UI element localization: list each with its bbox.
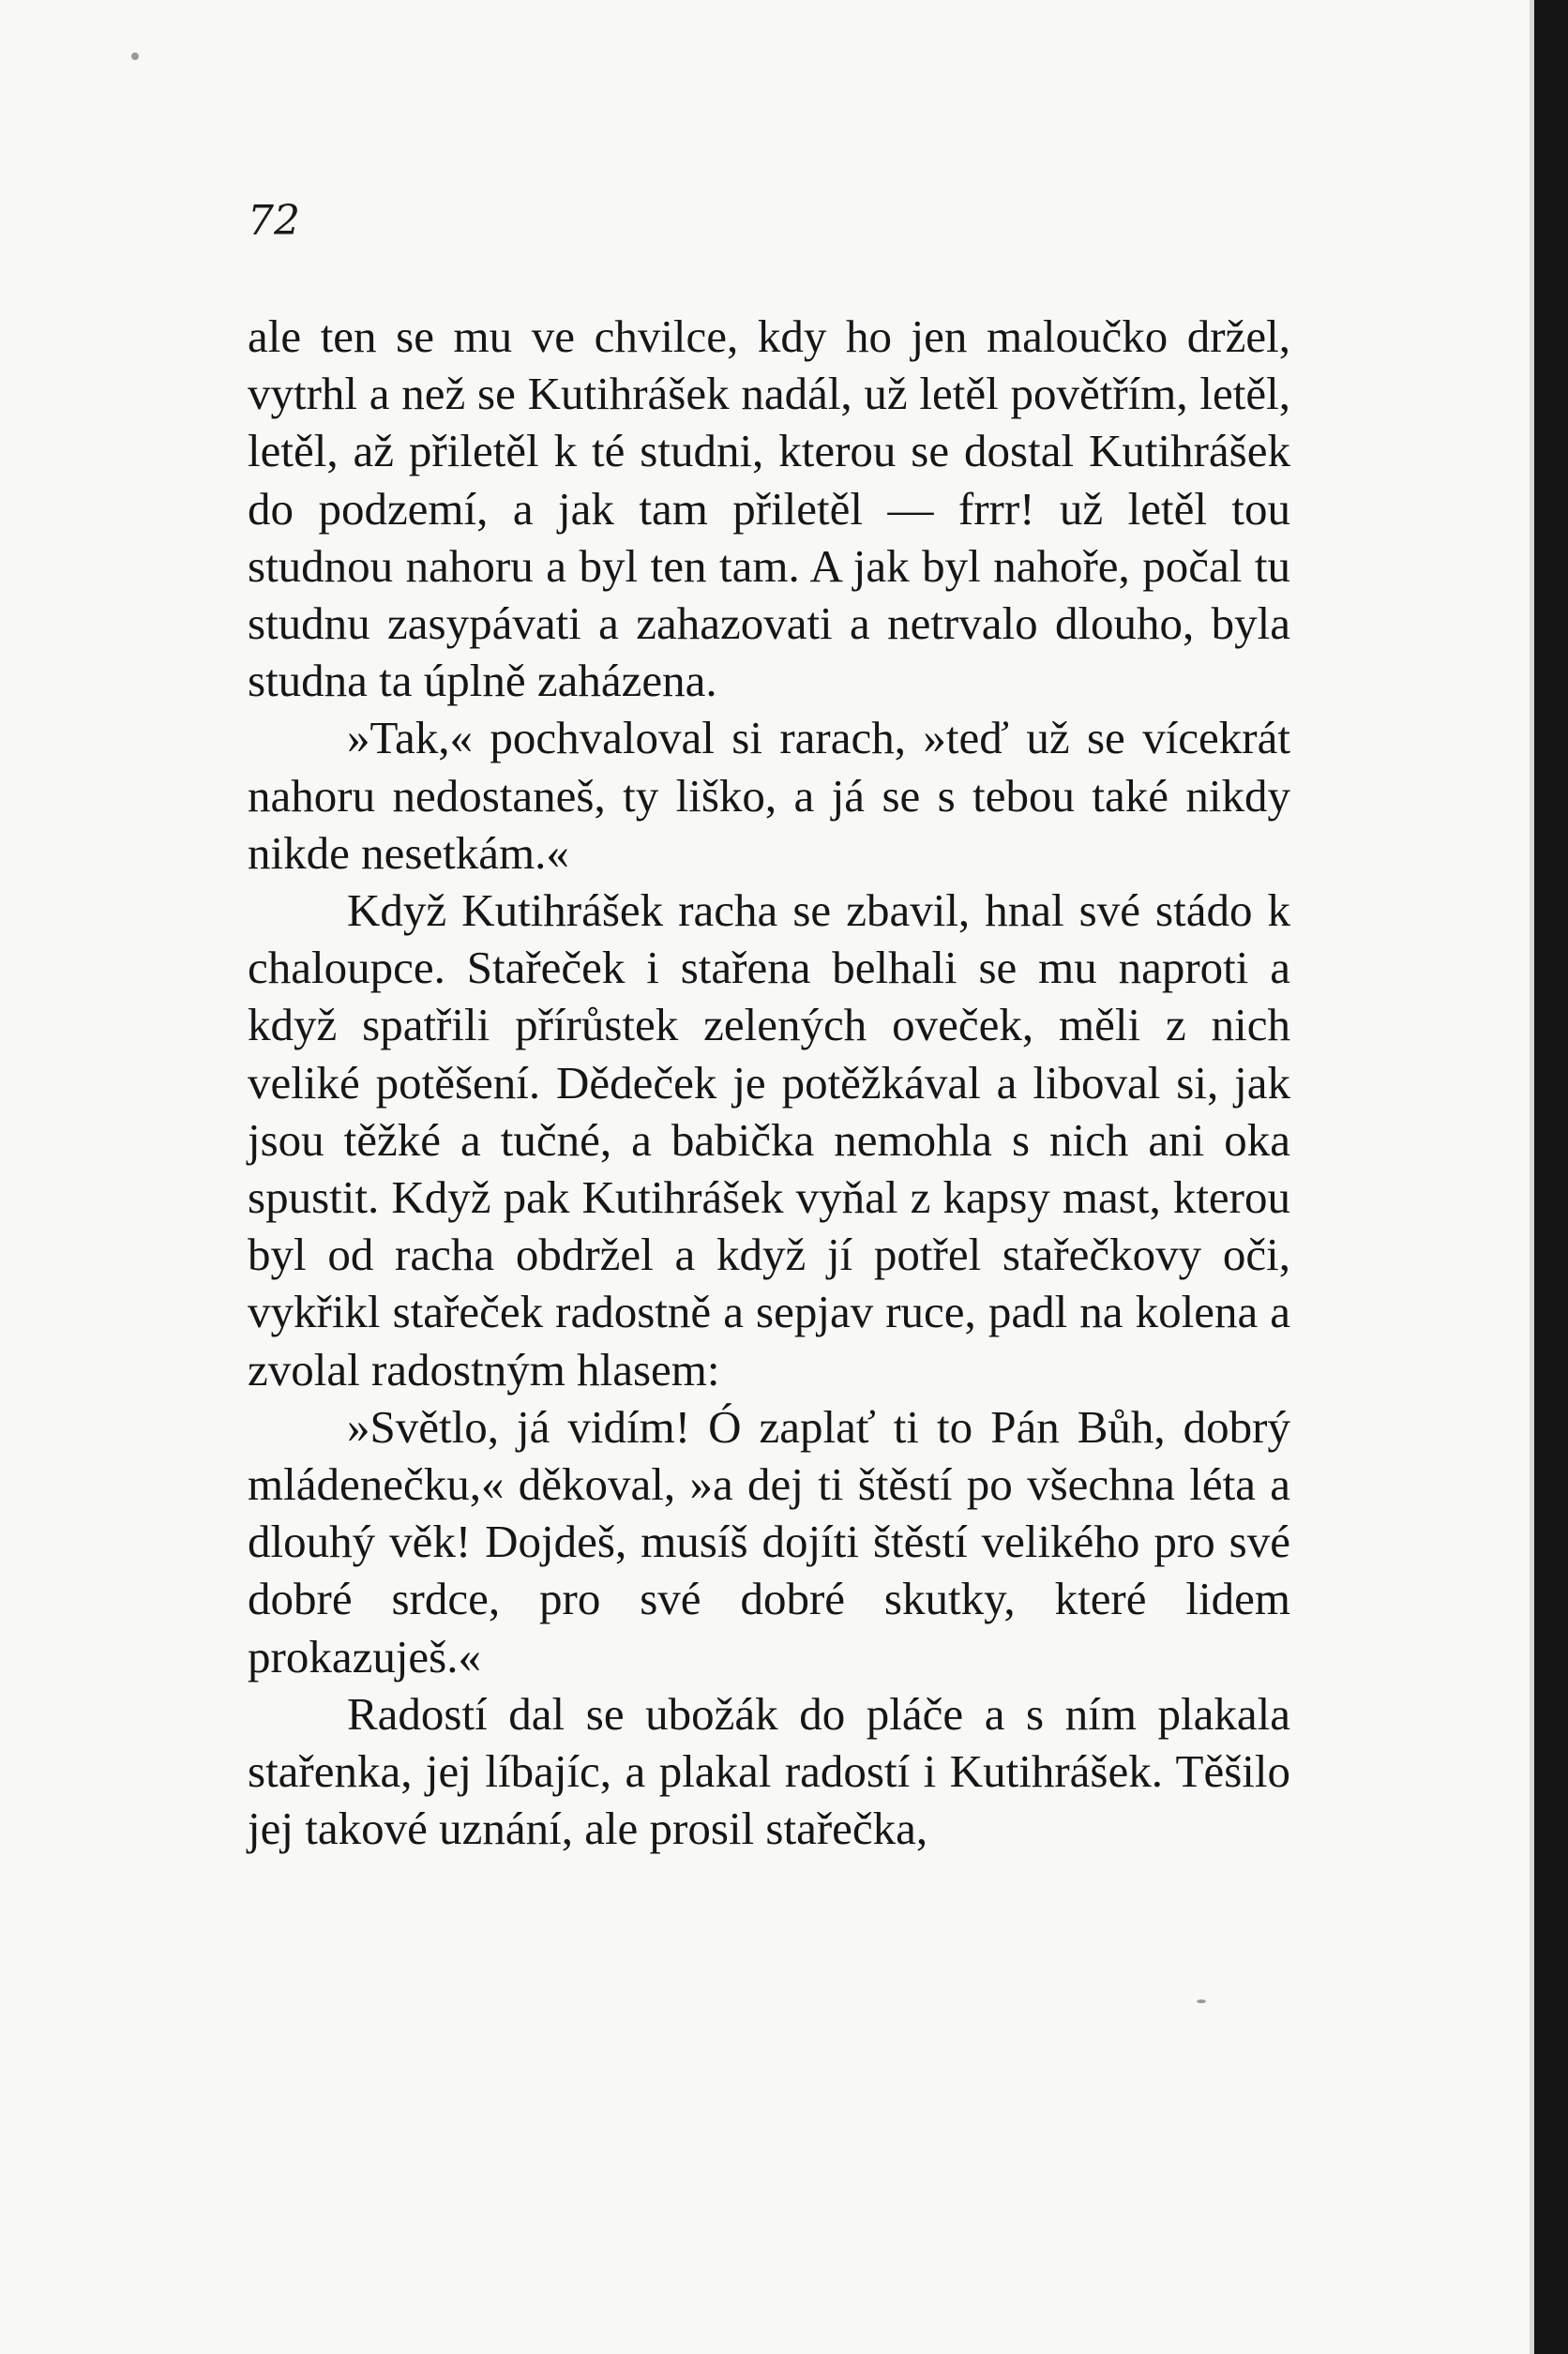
paragraph: Když Kutihrášek racha se zbavil, hnal své stádo k chaloupce. Stařeček i stařena belhali se mu naproti a když spatřili přírůstek zelených oveček, měli z nich veliké potěšení. Dědeček je potěžkával a liboval si, jak jsou těžké a tučné, a babička nemohla s nich ani oka spustit. Když pak Kutihrášek vyňal z kapsy mast, kterou byl od racha obdržel a když jí potřel stařečkovy oči, vykřikl stařeček radostně a sepjav ruce, padl na kolena a zvolal radostným hlasem:: [248, 884, 1290, 1396]
body-text: [248, 308, 1290, 1857]
paragraph: Radostí dal se ubožák do pláče a s ním plakala stařenka, jej líbajíc, a plakal radostí i Kutihrášek. Těšilo jej takové uznání, ale prosil stařečka,: [248, 1687, 1290, 1855]
paragraph: »Světlo, já vidím! Ó zaplať ti to Pán Bůh, dobrý mládenečku,« děkoval, »a dej ti štěstí po všechna léta a dlouhý věk! Dojdeš, musíš dojíti štěstí velikého pro své dobré srdce, pro své dobré skutky, které lidem prokazuješ.«: [248, 1400, 1290, 1683]
paragraph: ale ten se mu ve chvilce, kdy ho jen maloučko držel, vytrhl a než se Kutihrášek nadál, už letěl povětřím, letěl, letěl, až přiletěl k té studni, kterou se dostal Kutihrášek do podzemí, a jak tam přiletěl — frrr! už letěl tou studnou nahoru a byl ten tam. A jak byl nahoře, počal tu studnu zasypávati a zahazovati a netrvalo dlouho, byla studna ta úplně zaházena.: [248, 310, 1290, 707]
ink-speck: [131, 53, 139, 60]
ink-speck: [1197, 1999, 1206, 2003]
page-number: 72: [248, 197, 300, 245]
page-edge-shadow: [1534, 0, 1568, 2354]
paragraph: »Tak,« pochvaloval si rarach, »teď už se vícekrát nahoru nedostaneš, ty liško, a já se s tebou také nikdy nikde nesetkám.«: [248, 712, 1290, 879]
